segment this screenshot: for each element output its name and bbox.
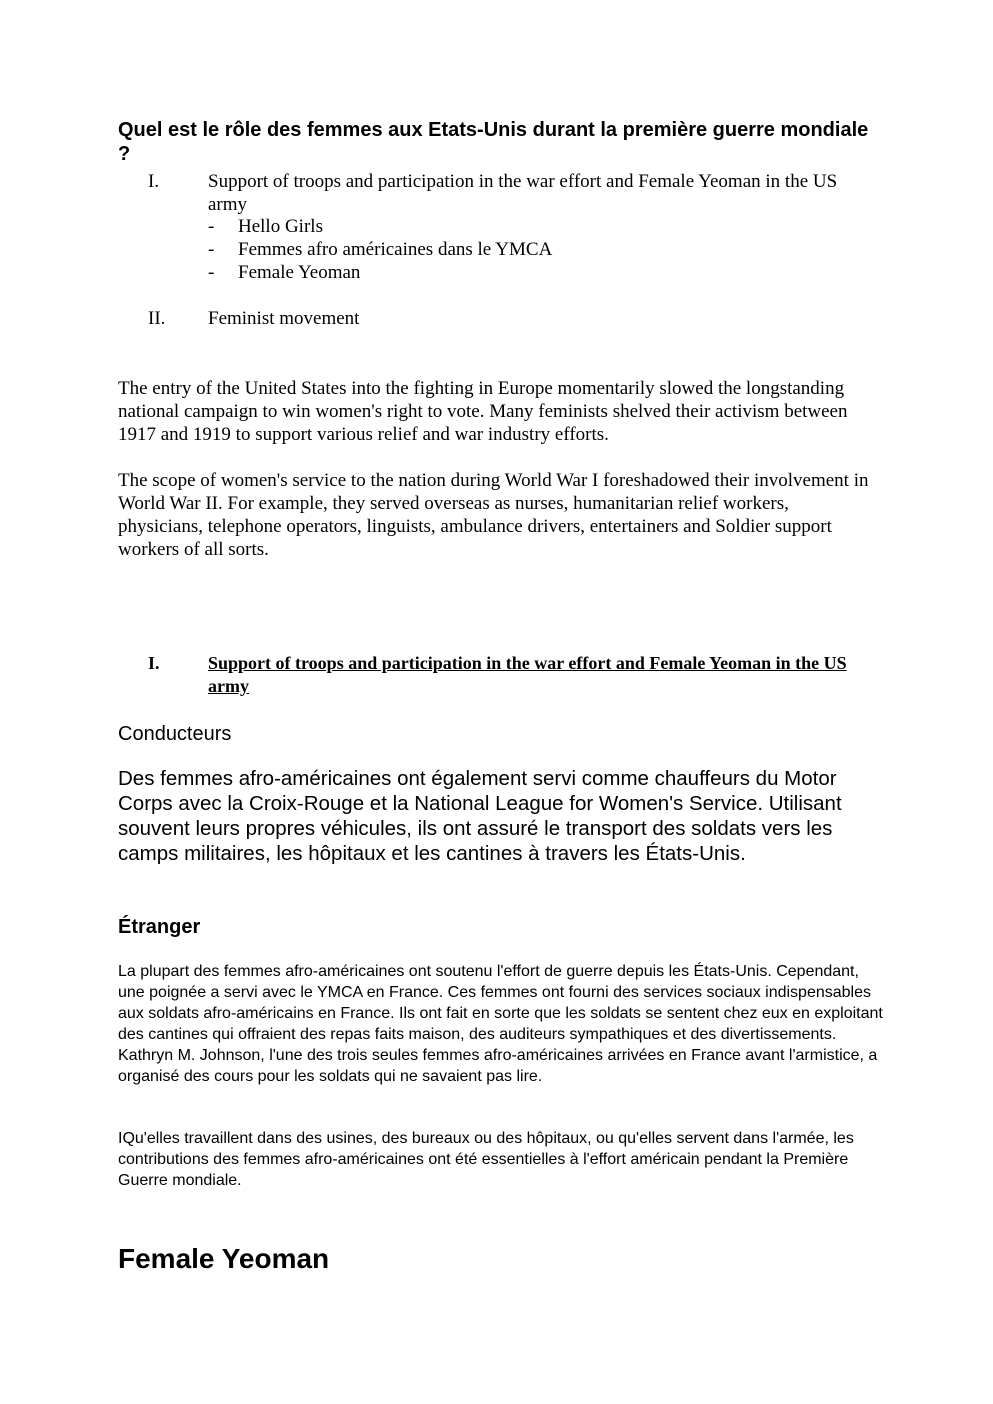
- outline-item-2-number: II.: [148, 308, 166, 329]
- outline-item-1-text: Support of troops and participation in the war effort and Female Yeoman in the US army: [208, 171, 838, 215]
- outline-item-2-text: Feminist movement: [208, 308, 360, 329]
- bullet-dash: -: [208, 262, 215, 283]
- outline-item-1-number: I.: [148, 171, 160, 192]
- intro-paragraph-2: The scope of women's service to the nation during World War I foreshadowed their involvement in World War II. For example, they served overseas as nurses, humanitarian relief workers, physicians, telephone operators, linguists, ambulance drivers, entertainers and Soldier support workers of all sorts.: [118, 470, 869, 560]
- etranger-heading: Étranger: [118, 916, 201, 938]
- conducteurs-heading: Conducteurs: [118, 723, 232, 745]
- female-yeoman-heading: Female Yeoman: [118, 1243, 330, 1274]
- outline-bullet-ymca: Femmes afro américaines dans le YMCA: [238, 239, 553, 260]
- intro-paragraph-1: The entry of the United States into the fighting in Europe momentarily slowed the longstanding national campaign to win women's right to vote. Many feminists shelved their activism between 1917 and 1919 to support various relief and war industry efforts.: [118, 378, 848, 445]
- conducteurs-paragraph: Des femmes afro-américaines ont également servi comme chauffeurs du Motor Corps avec la Croix-Rouge et la National League for Women's Service. Utilisant souvent leurs propres véhicules, ils ont assuré le transport des soldats vers les camps militaires, les hôpitaux et les cantines à travers les États-Unis.: [118, 767, 842, 865]
- section-1-heading: Support of troops and participation in the war effort and Female Yeoman in the US army: [208, 653, 847, 696]
- outline-bullet-hello-girls: Hello Girls: [238, 216, 323, 237]
- bullet-dash: -: [208, 216, 215, 237]
- closing-paragraph: IQu'elles travaillent dans des usines, des bureaux ou des hôpitaux, ou qu'elles servent dans l'armée, les contributions des femmes afro-américaines ont été essentielles à l'effort américain pendant la Première Guerre mondiale.: [118, 1130, 854, 1189]
- etranger-paragraph: La plupart des femmes afro-américaines ont soutenu l'effort de guerre depuis les États-Unis. Cependant, une poignée a servi avec le YMCA en France. Ces femmes ont fourni des services sociaux indispensables aux soldats afro-américains en France. Ils ont fait en sorte que les soldats se sentent chez eux en exploitant des cantines qui offraient des repas faits maison, des auditeurs sympathiques et des divertissements. Kathryn M. Johnson, l'une des trois seules femmes afro-américaines arrivées en France avant l'armistice, a organisé des cours pour les soldats qui ne savaient pas lire.: [118, 963, 883, 1085]
- document-title: Quel est le rôle des femmes aux Etats-Unis durant la première guerre mondiale ?: [118, 119, 869, 165]
- outline-bullet-female-yeoman: Female Yeoman: [238, 262, 361, 283]
- bullet-dash: -: [208, 239, 215, 260]
- section-1-number: I.: [148, 653, 160, 673]
